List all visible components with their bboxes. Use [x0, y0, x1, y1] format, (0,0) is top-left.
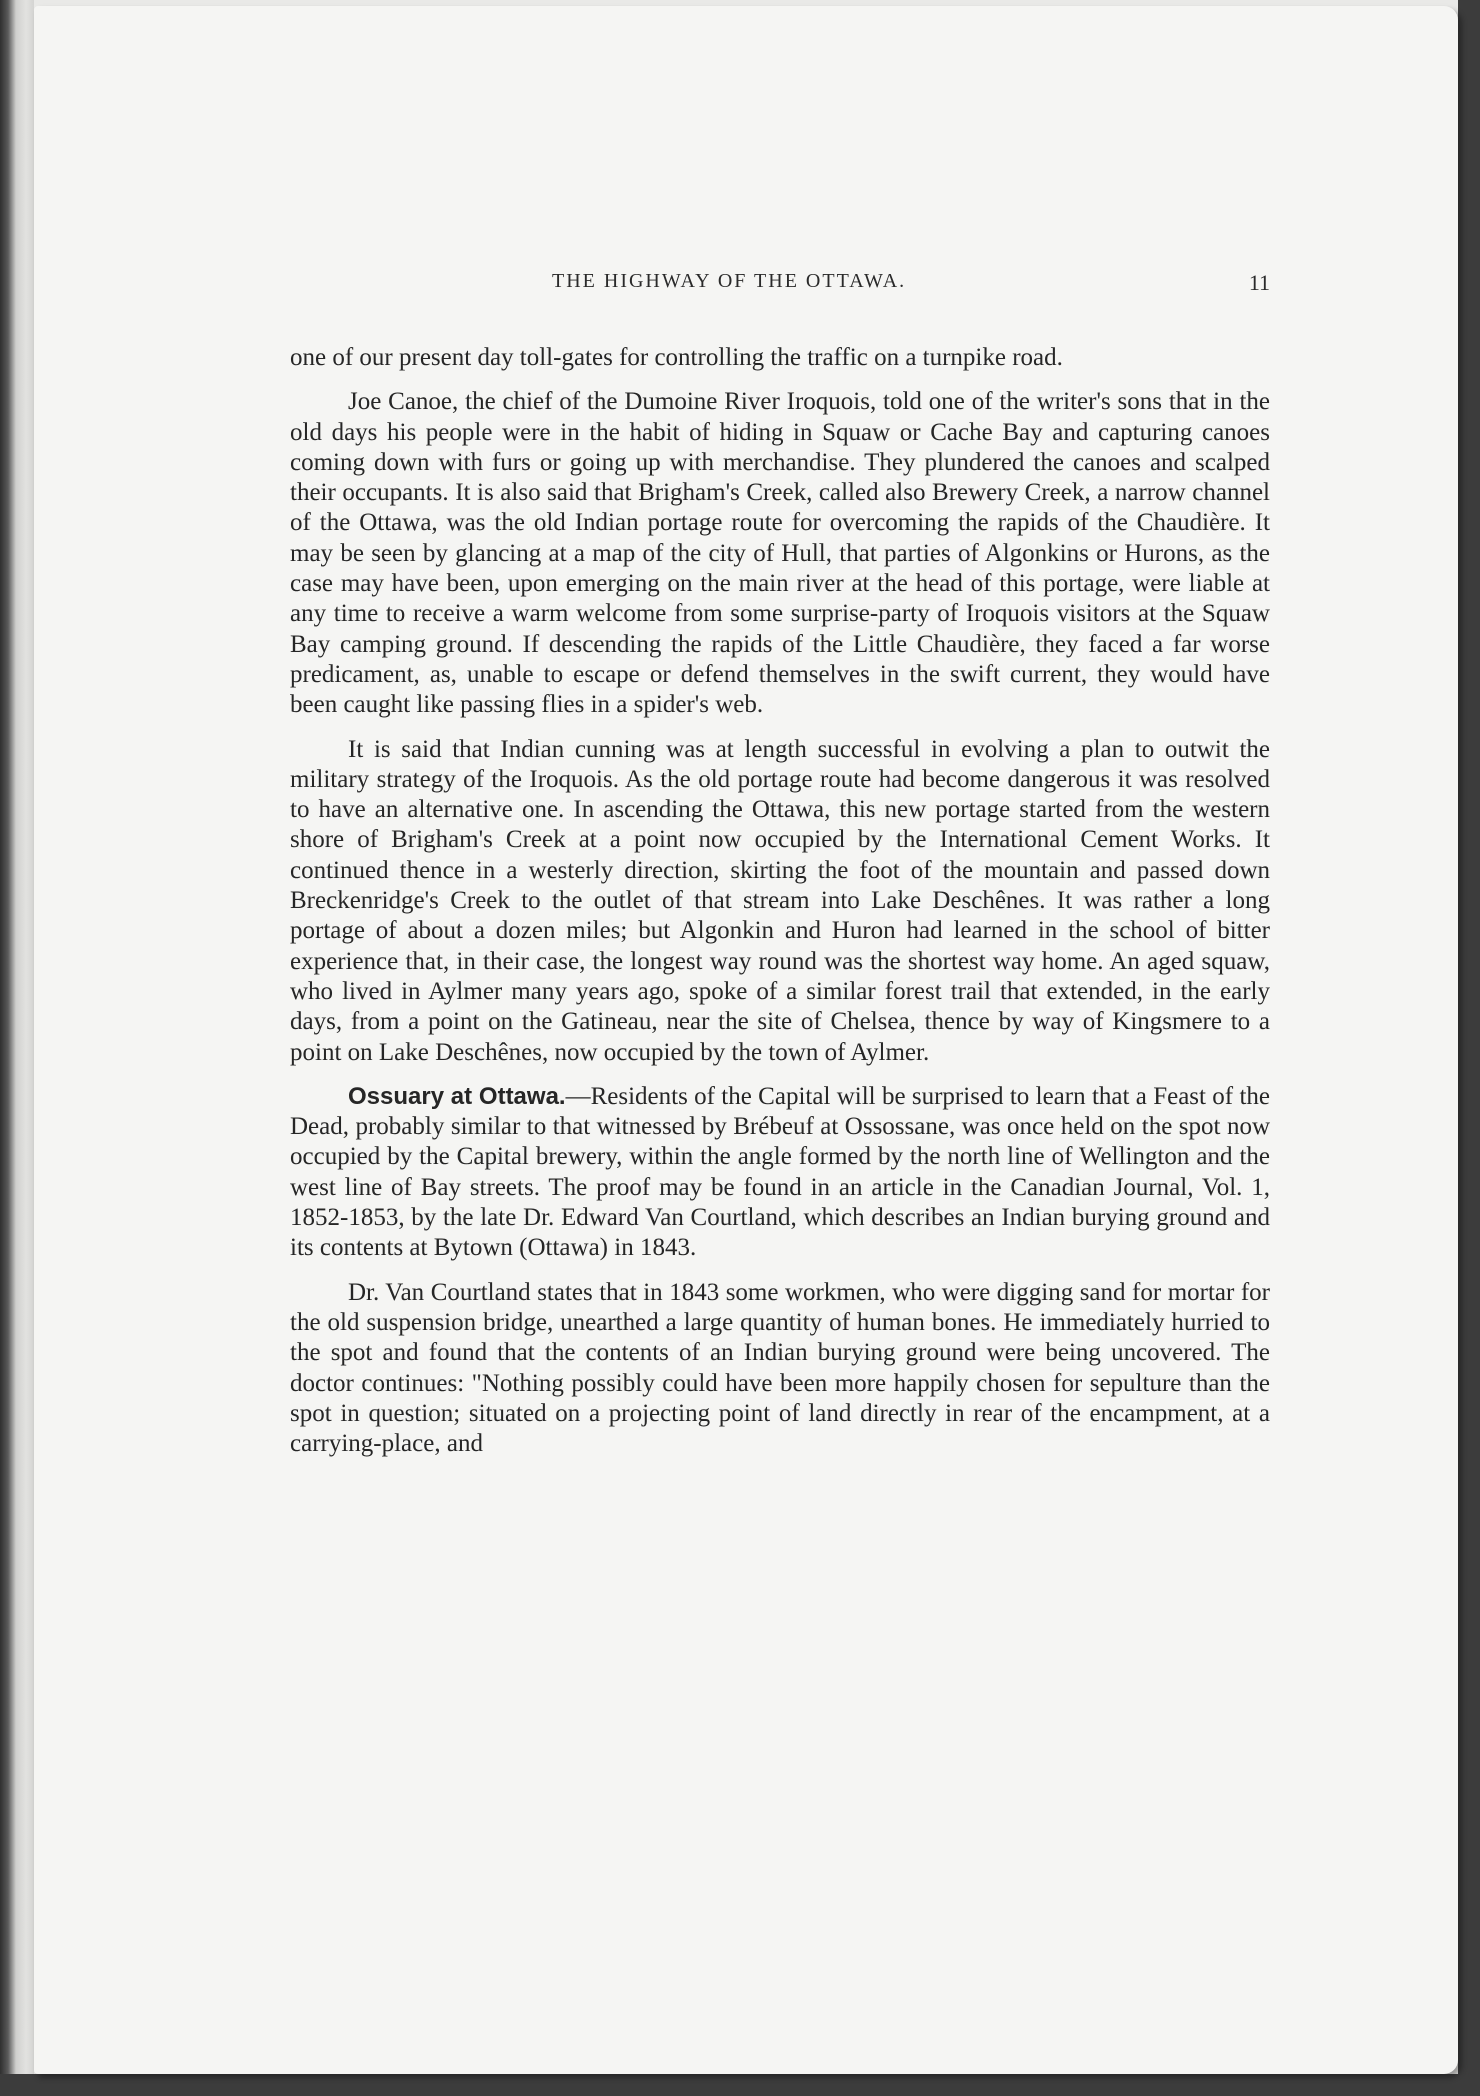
paragraph-joe-canoe	[290, 387, 1270, 720]
running-head	[290, 270, 1270, 300]
body-text	[290, 343, 1270, 1473]
page-number: 11	[1248, 270, 1270, 295]
paragraph-text: one of our present day toll-gates for controlling the traffic on a turnpike road.	[290, 344, 1063, 371]
paragraph-van-courtland	[290, 1278, 1270, 1460]
book-binding-edge	[0, 0, 34, 2096]
paragraph-text: —Residents of the Capital will be surprised to learn that a Feast of the Dead, probably similar to that witnessed by Brébeuf at Ossossane, was once held on the spot now occupied by the Capital brewery, within the angle formed by the north line of Wellington and the west line of Bay streets. The proof may be found in an article in the Canadian Journal, Vol. 1, 1852-1853, by the late Dr. Edward Van Courtland, which describes an Indian burying ground and its contents at Bytown (Ottawa) in 1843.	[290, 1082, 1270, 1262]
paragraph-continued	[290, 343, 1270, 373]
section-side-heading: Ossuary at Ottawa.	[348, 1082, 566, 1110]
paragraph-text: Joe Canoe, the chief of the Dumoine River Iroquois, told one of the writer's sons that in the old days his people were in the habit of hiding in Squaw or Cache Bay and capturing canoes coming down with furs or going up with merchandise. They plundered the canoes and scalped their occupants. It is also said that Brigham's Creek, called also Brewery Creek, a narrow channel of the Ottawa, was the old Indian portage route for overcoming the rapids of the Chaudière. It may be seen by glancing at a map of the city of Hull, that parties of Algonkins or Hurons, as the case may have been, upon emerging on the main river at the head of this portage, were liable at any time to receive a warm welcome from some surprise-party of Iroquois visitors at the Squaw Bay camping ground. If descending the rapids of the Little Chaudière, they faced a far worse predicament, as, unable to escape or defend themselves in the swift current, they would have been caught like passing flies in a spider's web.	[290, 388, 1270, 719]
paragraph-alternative-portage	[290, 735, 1270, 1068]
paragraph-ossuary	[290, 1082, 1270, 1264]
bottom-shadow	[0, 2074, 1480, 2096]
paragraph-text: It is said that Indian cunning was at length successful in evolving a plan to outwit the military strategy of the Iroquois. As the old portage route had become dangerous it was resolved to have an alternative one. In ascending the Ottawa, this new portage started from the western shore of Brigham's Creek at a point now occupied by the International Cement Works. It continued thence in a westerly direction, skirting the foot of the mountain and passed down Breckenridge's Creek to the outlet of that stream into Lake Deschênes. It was rather a long portage of about a dozen miles; but Algonkin and Huron had learned in the school of bitter experience that, in their case, the longest way round was the shortest way home. An aged squaw, who lived in Aylmer many years ago, spoke of a similar forest trail that extended, in the early days, from a point on the Gatineau, near the site of Chelsea, thence by way of Kingsmere to a point on Lake Deschênes, now occupied by the town of Aylmer.	[290, 735, 1270, 1066]
running-head-title: THE HIGHWAY OF THE OTTAWA.	[552, 270, 907, 292]
right-shadow	[1458, 0, 1480, 2096]
paragraph-text: Dr. Van Courtland states that in 1843 some workmen, who were digging sand for mortar for the old suspension bridge, unearthed a large quantity of human bones. He immediately hurried to the spot and found that the contents of an Indian burying ground were being uncovered. The doctor continues: "Nothing possibly could have been more happily chosen for sepulture than the spot in question; situated on a projecting point of land directly in rear of the encampment, at a carrying-place, and	[290, 1278, 1270, 1458]
